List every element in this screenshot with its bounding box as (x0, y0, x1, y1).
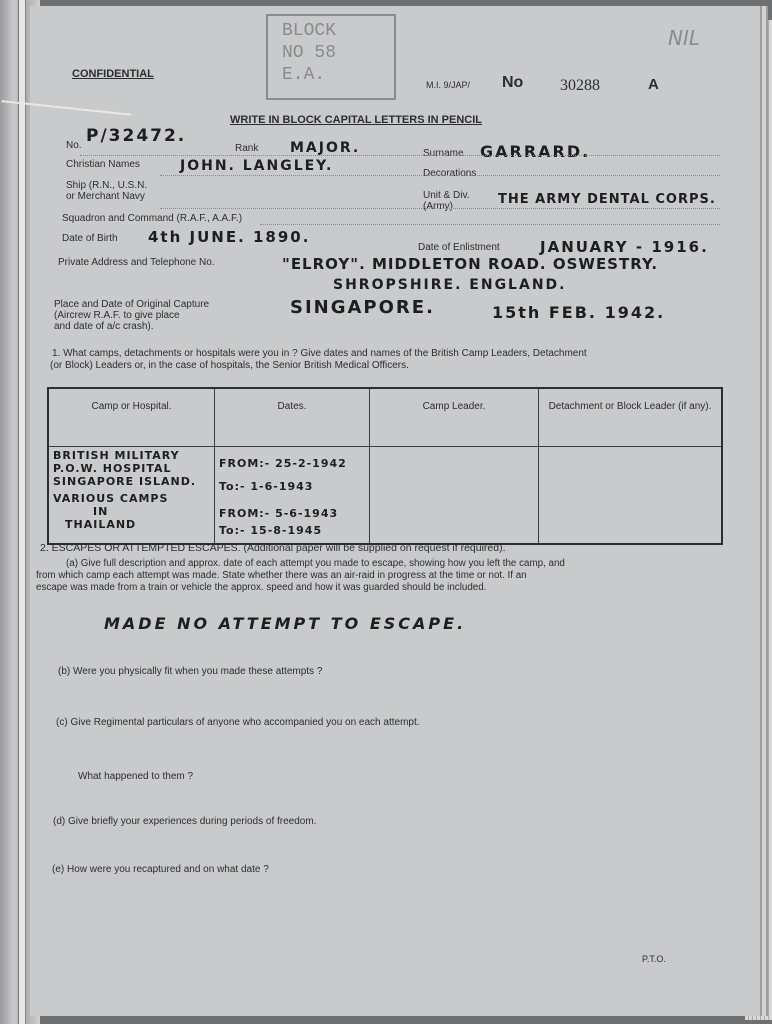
camps-table (47, 387, 723, 545)
date-of-birth-value: 4th JUNE. 1890. (148, 228, 311, 246)
unit-label: (Army) (423, 201, 453, 212)
enlistment-label: Date of Enlistment (418, 242, 500, 253)
stamp-line: E.A. (282, 65, 326, 85)
dotted-line (160, 208, 720, 209)
q2-a-text: (a) Give full description and approx. date of each attempt you made to escape, showing how you left the camp, and (66, 558, 565, 569)
capture-label: and date of a/c crash). (54, 321, 154, 332)
no-label: No. (66, 140, 82, 151)
address-line-2: SHROPSHIRE. ENGLAND. (333, 277, 567, 293)
form-number: 30288 (560, 77, 600, 94)
no-value: P/32472. (86, 126, 187, 146)
column-header: Camp or Hospital. (48, 388, 215, 447)
q1-text: 1. What camps, detachments or hospitals were you in ? Give dates and names of the British Camp Leaders, Detachment (52, 348, 587, 359)
decorations-label: Decorations (423, 168, 477, 179)
camp-place-line: IN (93, 505, 109, 518)
q2-e-text: (e) How were you recaptured and on what date ? (52, 864, 269, 875)
camp-date-line: FROM:- 25-2-1942 (219, 457, 347, 470)
ship-label: or Merchant Navy (66, 191, 145, 202)
number-label: No (502, 74, 524, 91)
q2-a-text: from which camp each attempt was made. State whether there was an air-raid in progress at the time or not. If an (36, 570, 527, 581)
camp-date-line: FROM:- 5-6-1943 (219, 507, 339, 520)
column-header: Detachment or Block Leader (if any). (539, 388, 723, 447)
date-of-birth-label: Date of Birth (62, 233, 118, 244)
camp-place-line: SINGAPORE ISLAND. (53, 475, 197, 488)
rank-value: MAJOR. (290, 140, 361, 156)
table-cell (215, 447, 370, 545)
block-stamp (266, 14, 396, 100)
stamp-line: BLOCK (282, 21, 337, 41)
camp-place-line: THAILAND (65, 518, 137, 531)
confidential-label: CONFIDENTIAL (72, 68, 154, 80)
capture-date: 15th FEB. 1942. (492, 303, 666, 322)
q2-d-text: (d) Give briefly your experiences during periods of freedom. (53, 816, 317, 827)
dotted-line (80, 155, 720, 156)
capture-place: SINGAPORE. (290, 297, 435, 318)
surname-value: GARRARD. (480, 142, 591, 161)
q2-c-text: (c) Give Regimental particulars of anyone who accompanied you on each attempt. (56, 717, 420, 728)
surname-label: Surname (423, 148, 464, 159)
capture-label: (Aircrew R.A.F. to give place (54, 310, 180, 321)
column-header: Dates. (215, 388, 370, 447)
camp-place-line: BRITISH MILITARY (53, 449, 180, 462)
form-suffix: A (648, 76, 659, 93)
pto-label: P.T.O. (642, 954, 666, 964)
table-cell (370, 447, 539, 545)
dotted-line (260, 224, 720, 225)
q2-title: 2. ESCAPES OR ATTEMPTED ESCAPES. (Additional paper will be supplied on request if required). (40, 542, 506, 554)
capture-label: Place and Date of Original Capture (54, 299, 210, 310)
camp-place-line: P.O.W. HOSPITAL (53, 462, 172, 475)
enlistment-value: JANUARY - 1916. (540, 238, 709, 256)
christian-names-value: JOHN. LANGLEY. (180, 158, 334, 174)
q2-a-text: escape was made from a train or vehicle the approx. speed and how it was guarded should be included. (36, 582, 487, 593)
camp-place-line: VARIOUS CAMPS (53, 492, 169, 505)
instruction-heading: WRITE IN BLOCK CAPITAL LETTERS IN PENCIL (230, 114, 482, 126)
address-label: Private Address and Telephone No. (58, 257, 215, 268)
q2-c-followup: What happened to them ? (78, 771, 194, 782)
dotted-line (160, 175, 720, 176)
rank-label: Rank (235, 143, 259, 154)
column-header: Camp Leader. (370, 388, 539, 447)
ship-label: Ship (R.N., U.S.N. (66, 180, 148, 191)
squadron-label: Squadron and Command (R.A.F., A.A.F.) (62, 213, 243, 224)
unit-value: THE ARMY DENTAL CORPS. (498, 192, 716, 207)
address-line-1: "ELROY". MIDDLETON ROAD. OSWESTRY. (282, 255, 659, 273)
stamp-line: NO 58 (282, 43, 337, 63)
table-cell (48, 447, 215, 545)
unit-label: Unit & Div. (423, 190, 470, 201)
q2-b-text: (b) Were you physically fit when you made these attempts ? (58, 666, 323, 677)
binder-edge (18, 0, 26, 1024)
escape-answer: MADE NO ATTEMPT TO ESCAPE. (104, 614, 467, 633)
corner-note: NIL (668, 26, 701, 50)
table-cell (539, 447, 723, 545)
q1-text: (or Block) Leaders or, in the case of hospitals, the Senior British Medical Officers. (50, 360, 409, 371)
camp-date-line: To:- 15-8-1945 (219, 524, 323, 537)
camp-date-line: To:- 1-6-1943 (219, 480, 314, 493)
christian-names-label: Christian Names (66, 159, 140, 170)
form-reference: M.I. 9/JAP/ (426, 80, 471, 90)
